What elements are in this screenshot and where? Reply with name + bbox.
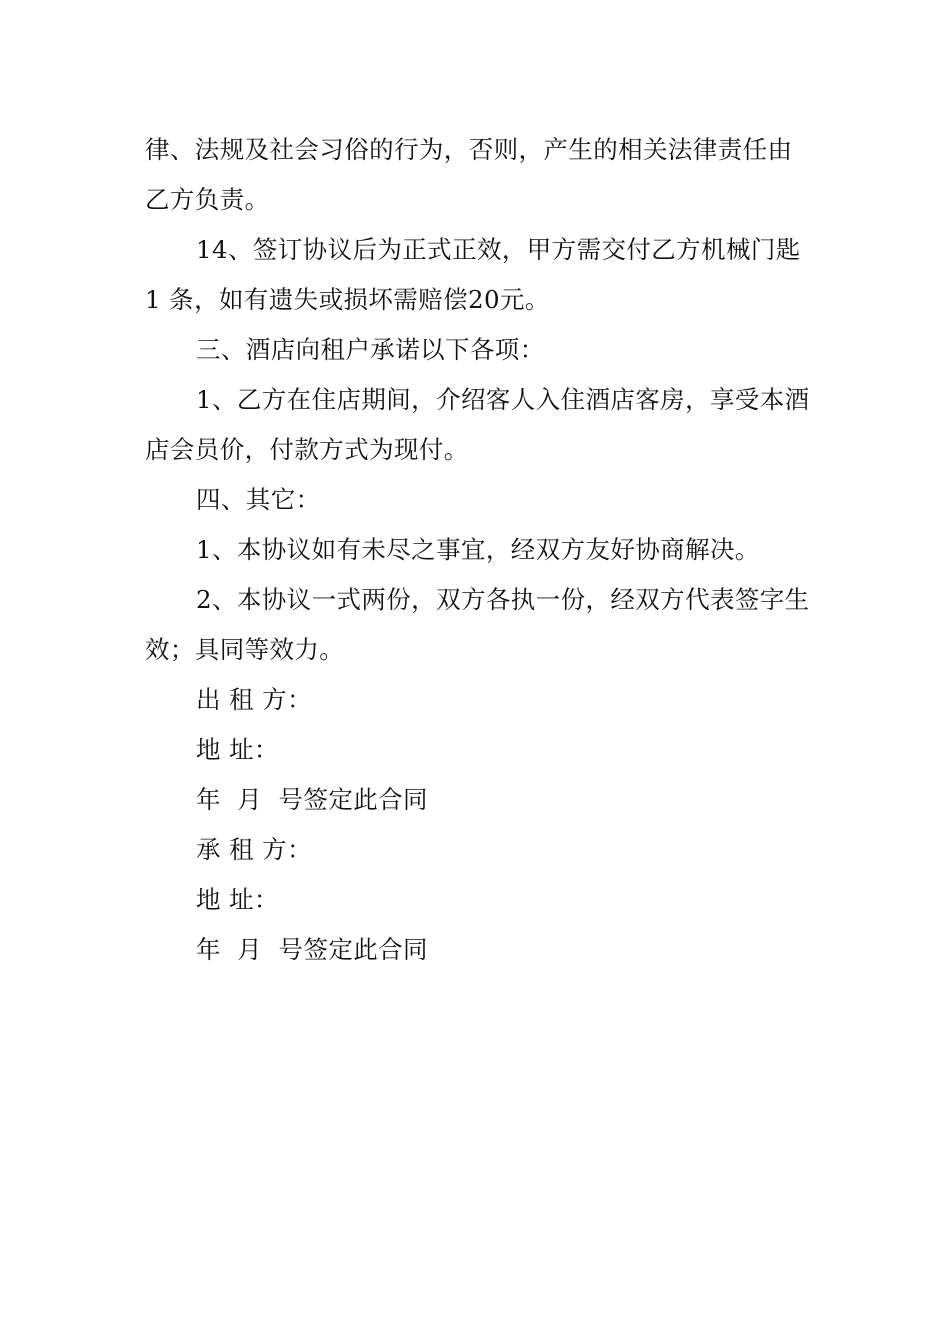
lessee-address-label: 地 址：: [196, 885, 279, 914]
section-4-item-1: 1、本协议如有未尽之事宜，经双方友好协商解决。: [196, 535, 760, 564]
document-body: [145, 125, 810, 975]
lessor-date-label: 年 月 号签定此合同: [196, 785, 428, 814]
lessee-date-label: 年 月 号签定此合同: [196, 935, 428, 964]
section-3-item-1: 1、乙方在住店期间，介绍客人入住酒店客房，享受本酒店会员价，付款方式为现付。: [145, 385, 810, 464]
section-4-item-2: 2、本协议一式两份，双方各执一份，经双方代表签字生效；具同等效力。: [145, 585, 810, 664]
signature-block: [145, 675, 810, 975]
section-3-heading: 三、酒店向租户承诺以下各项：: [196, 335, 545, 364]
paragraph-clause-14: 14、签订协议后为正式正效，甲方需交付乙方机械门匙 1 条，如有遗失或损坏需赔偿20元。: [145, 235, 801, 314]
paragraph-continuation: 律、法规及社会习俗的行为，否则，产生的相关法律责任由乙方负责。: [145, 135, 793, 214]
section-4-heading: 四、其它：: [196, 485, 321, 514]
lessor-label: 出 租 方：: [196, 685, 312, 714]
lessee-label: 承 租 方：: [196, 835, 312, 864]
lessor-address-label: 地 址：: [196, 735, 279, 764]
